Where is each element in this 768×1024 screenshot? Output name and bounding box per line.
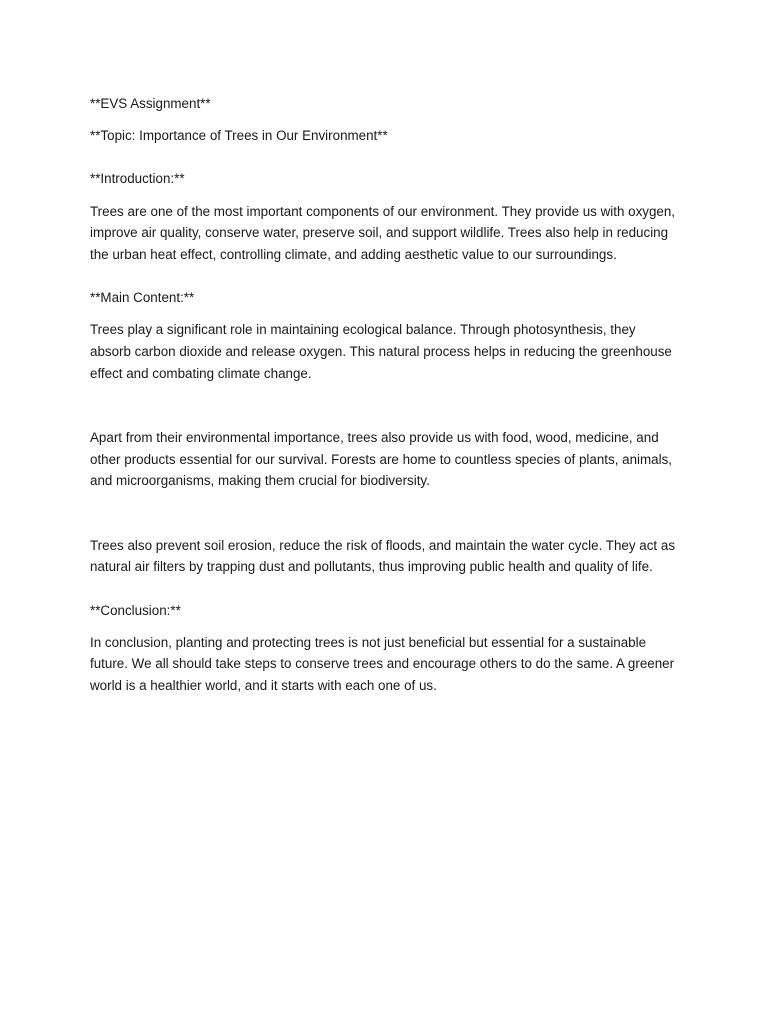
assignment-title: **EVS Assignment** (90, 96, 211, 111)
conclusion-heading: **Conclusion:** (90, 602, 181, 618)
conclusion-paragraph: In conclusion, planting and protecting trees is not just beneficial but essential for a sustainable future. We all should take steps to conserve trees and encourage others to do the same. A greener world is a healthier world, and it starts with each one of us. (90, 634, 675, 694)
introduction-heading: **Introduction:** (90, 171, 185, 187)
main-paragraph-products: Apart from their environmental importance, trees also provide us with food, wood, medicine, and other products essential for our survival. Forests are home to countless species of plants, animals, and microorganisms, making them crucial for biodiversity. (90, 430, 673, 489)
introduction-paragraph: Trees are one of the most important components of our environment. They provide us with oxygen, improve air quality, conserve water, preserve soil, and support wildlife. Trees also help in reducing the urban heat effect, controlling climate, and adding aesthetic value to our surroundings. (90, 203, 676, 263)
main-content-heading: **Main Content:** (90, 290, 195, 306)
document-page (90, 93, 680, 697)
assignment-topic: **Topic: Importance of Trees in Our Environment** (90, 128, 388, 144)
main-paragraph-erosion: Trees also prevent soil erosion, reduce the risk of floods, and maintain the water cycle. They act as natural air filters by trapping dust and pollutants, thus improving public health and quality of life. (90, 537, 676, 575)
main-paragraph-photosynthesis: Trees play a significant role in maintaining ecological balance. Through photosynthesis, they absorb carbon dioxide and release oxygen. This natural process helps in reducing the greenhouse effect and combating climate change. (90, 322, 672, 381)
